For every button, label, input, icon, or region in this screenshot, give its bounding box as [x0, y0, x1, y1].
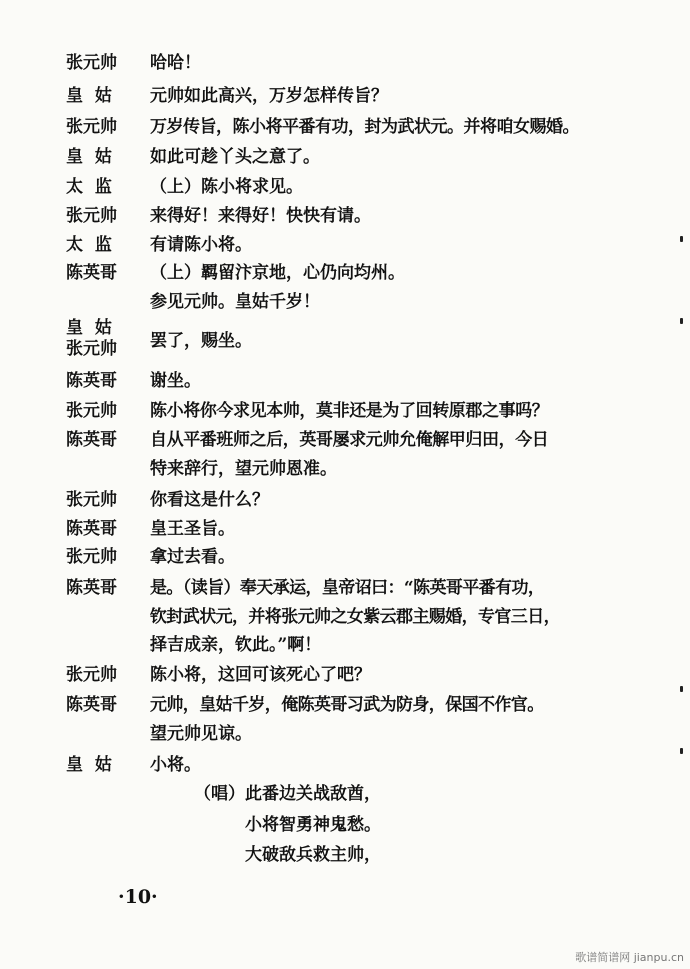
dialogue-text: 特来辞行，望元帅恩准。 — [150, 459, 337, 479]
dialogue-text: 如此可趁丫头之意了。 — [150, 147, 320, 167]
speaker-name: 张元帅 — [66, 665, 117, 685]
dialogue-text: 自从平番班师之后，英哥屡求元帅允俺解甲归田，今日 — [150, 430, 549, 450]
speaker-name: 陈英哥 — [66, 263, 117, 283]
speaker-name: 张元帅 — [66, 401, 117, 421]
speaker-name: 张元帅 — [66, 339, 117, 359]
speaker-name: 皇 姑 — [66, 147, 112, 167]
speaker-name: 太 监 — [66, 235, 112, 255]
speaker-name: 皇 姑 — [66, 318, 112, 338]
speaker-name: 张元帅 — [66, 117, 117, 137]
speaker-name: 陈英哥 — [66, 578, 117, 598]
dialogue-text: 陈小将你今求见本帅，莫非还是为了回转原郡之事吗？ — [150, 401, 549, 421]
dialogue-text: 参见元帅。皇姑千岁！ — [150, 292, 320, 312]
song-line: 小将智勇神鬼愁。 — [245, 815, 381, 835]
dialogue-text: 陈小将，这回可该死心了吧？ — [150, 665, 371, 685]
speaker-name: 张元帅 — [66, 53, 117, 73]
song-marker: （唱） — [194, 784, 245, 804]
dialogue-text: 元帅，皇姑千岁，俺陈英哥习武为防身，保国不作官。 — [150, 695, 544, 715]
speaker-name: 皇 姑 — [66, 755, 112, 775]
dialogue-text: 拿过去看。 — [150, 547, 235, 567]
speaker-name: 陈英哥 — [66, 519, 117, 539]
dialogue-text: 有请陈小将。 — [150, 235, 252, 255]
dialogue-text: 钦封武状元，并将张元帅之女紫云郡主赐婚，专官三日， — [150, 607, 560, 627]
dialogue-text: 择吉成亲，钦此。”啊！ — [150, 635, 322, 655]
dialogue-text: （上）羁留汴京地，心仍向均州。 — [150, 263, 405, 283]
scan-speck — [680, 686, 683, 692]
stacked-speakers — [66, 318, 136, 360]
dialogue-text: 万岁传旨，陈小将平番有功，封为武状元。并将咱女赐婚。 — [150, 117, 579, 137]
dialogue-text: 是。（读旨）奉天承运，皇帝诏曰：“陈英哥平番有功， — [150, 578, 545, 598]
speaker-name: 张元帅 — [66, 206, 117, 226]
speaker-name: 太 监 — [66, 177, 112, 197]
page-number: ·10· — [118, 886, 158, 908]
speaker-name: 陈英哥 — [66, 371, 117, 391]
song-line: 大破敌兵救主帅， — [245, 845, 381, 865]
dialogue-text: 皇王圣旨。 — [150, 519, 235, 539]
speaker-name: 皇 姑 — [66, 86, 112, 106]
dialogue-text: 望元帅见谅。 — [150, 724, 252, 744]
speaker-name: 陈英哥 — [66, 695, 117, 715]
dialogue-text: 来得好！来得好！快快有请。 — [150, 206, 371, 226]
dialogue-text: 小将。 — [150, 755, 201, 775]
dialogue-text: 元帅如此高兴，万岁怎样传旨？ — [150, 86, 388, 106]
speaker-name: 张元帅 — [66, 547, 117, 567]
dialogue-text: 谢坐。 — [150, 371, 201, 391]
song-line: 此番边关战敌酋， — [245, 784, 381, 804]
speaker-name: 陈英哥 — [66, 430, 117, 450]
scan-speck — [680, 318, 683, 324]
dialogue-text: （上）陈小将求见。 — [150, 177, 303, 197]
scan-speck — [680, 748, 683, 754]
scan-speck — [680, 236, 683, 242]
dialogue-text: 你看这是什么？ — [150, 490, 269, 510]
dialogue-text: 罢了，赐坐。 — [150, 331, 252, 351]
watermark: 歌谱简谱网 jianpu.cn — [575, 951, 684, 964]
dialogue-text: 哈哈！ — [150, 53, 201, 73]
speaker-name: 张元帅 — [66, 490, 117, 510]
